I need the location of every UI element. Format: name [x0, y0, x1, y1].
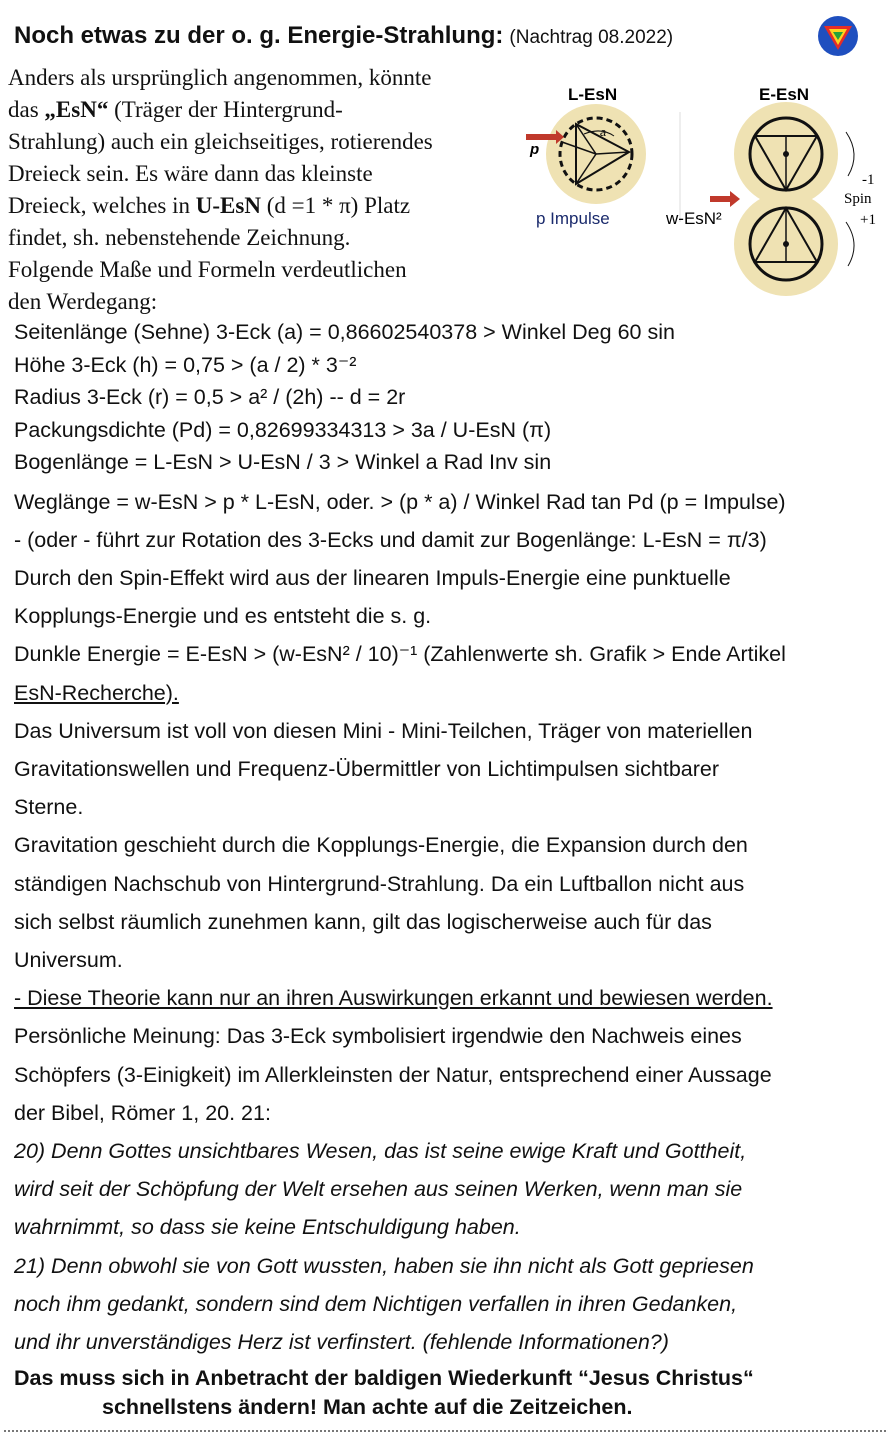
text-line: Schöpfers (3-Einigkeit) im Allerkleinsten der Natur, entsprechend einer Aussage: [14, 1062, 772, 1087]
impulse-label: p Impulse: [536, 209, 610, 228]
title-text: Noch etwas zu der o. g. Energie-Strahlung:: [14, 22, 504, 49]
l-esn-label: L-EsN: [568, 85, 618, 104]
formula-line: Seitenlänge (Sehne) 3-Eck (a) = 0,86602540378 > Winkel Deg 60 sin: [14, 320, 675, 344]
intro-line: [8, 94, 518, 126]
u-esn-term: U-EsN: [195, 193, 261, 218]
formula-line: Radius 3-Eck (r) = 0,5 > a² / (2h) -- d = 2r: [14, 385, 406, 409]
intro-line: Dreieck sein. Es wäre dann das kleinste: [8, 161, 373, 186]
spin-bracket-top: [846, 132, 854, 176]
intro-line: Folgende Maße und Formeln verdeutlichen: [8, 257, 407, 282]
text-line: EsN-Recherche).: [14, 680, 179, 705]
page-title: [14, 22, 673, 50]
quote-line: und ihr unverständiges Herz ist verfinstert. (fehlende Informationen?): [14, 1329, 669, 1354]
quote-line: noch ihm gedankt, sondern sind dem Nichtigen verfallen in ihren Gedanken,: [14, 1291, 738, 1316]
angle-label: a: [600, 127, 607, 139]
text-line: Sterne.: [14, 795, 84, 820]
spin-label: Spin: [844, 191, 872, 207]
closing-line: Das muss sich in Anbetracht der baldigen Wiederkunft “Jesus Christus“: [14, 1366, 754, 1390]
text-line: - (oder - führt zur Rotation des 3-Ecks und damit zur Bogenlänge: L-EsN = π/3): [14, 527, 767, 552]
intro-text: (d =1 * π) Platz: [260, 193, 411, 218]
formula-line: Höhe 3-Eck (h) = 0,75 > (a / 2) * 3⁻²: [14, 352, 357, 377]
quote-line: 21) Denn obwohl sie von Gott wussten, haben sie ihn nicht als Gott gepriesen: [14, 1253, 754, 1278]
intro-line: [8, 190, 518, 222]
intro-paragraph: [8, 62, 518, 318]
w-esn-label: w-EsN²: [666, 209, 722, 228]
text-line: Weglänge = w-EsN > p * L-EsN, oder. > (p * a) / Winkel Rad tan Pd (p = Impulse): [14, 489, 786, 514]
center-dot: [783, 241, 789, 247]
esn-term: „EsN“: [44, 97, 109, 122]
quote-line: wahrnimmt, so dass sie keine Entschuldigung haben.: [14, 1215, 521, 1240]
formula-line: Bogenlänge = L-EsN > U-EsN / 3 > Winkel a Rad Inv sin: [14, 450, 552, 474]
text-line: Persönliche Meinung: Das 3-Eck symbolisiert irgendwie den Nachweis eines: [14, 1024, 742, 1049]
spin-bracket-bottom: [846, 222, 854, 266]
closing-statement: [14, 1364, 886, 1422]
text-line: ständigen Nachschub von Hintergrund-Strahlung. Da ein Luftballon nicht aus: [14, 871, 745, 896]
esn-diagram: [526, 72, 886, 300]
intro-line: den Werdegang:: [8, 289, 158, 314]
intro-line: Anders als ursprünglich angenommen, könnte: [8, 65, 432, 90]
text-line: Dunkle Energie = E-EsN > (w-EsN² / 10)⁻¹ (Zahlenwerte sh. Grafik > Ende Artikel: [14, 642, 786, 667]
text-line: Universum.: [14, 947, 123, 972]
spin-top-value: -1: [862, 172, 875, 188]
text-line: der Bibel, Römer 1, 20. 21:: [14, 1100, 271, 1125]
intro-text: (Träger der Hintergrund-: [108, 97, 343, 122]
triangle-in-circle-logo: [816, 14, 860, 58]
center-dot: [783, 151, 789, 157]
formula-list: [14, 316, 886, 479]
closing-line: schnellstens ändern! Man achte auf die Zeitzeichen.: [102, 1395, 633, 1419]
dotted-divider: [4, 1430, 886, 1432]
text-line: sich selbst räumlich zunehmen kann, gilt das logischerweise auch für das: [14, 909, 712, 934]
intro-line: Strahlung) auch ein gleichseitiges, rotierendes: [8, 129, 433, 154]
quote-line: wird seit der Schöpfung der Welt ersehen aus seinen Werken, wenn man sie: [14, 1177, 743, 1202]
formula-line: Packungsdichte (Pd) = 0,82699334313 > 3a / U-EsN (π): [14, 417, 552, 442]
theory-line: - Diese Theorie kann nur an ihren Auswirkungen erkannt und bewiesen werden.: [14, 986, 773, 1011]
quote-line: 20) Denn Gottes unsichtbares Wesen, das ist seine ewige Kraft und Gottheit,: [14, 1138, 747, 1163]
body-text: [14, 316, 886, 1361]
title-note: (Nachtrag 08.2022): [509, 27, 674, 48]
intro-text: Dreieck, welches in: [8, 193, 196, 218]
spin-bottom-value: +1: [860, 212, 876, 228]
text-line: Das Universum ist voll von diesen Mini - Mini-Teilchen, Träger von materiellen: [14, 718, 753, 743]
text-line: Durch den Spin-Effekt wird aus der linearen Impuls-Energie eine punktuelle: [14, 565, 731, 590]
intro-text: das: [8, 97, 45, 122]
text-line: Gravitation geschieht durch die Kopplungs-Energie, die Expansion durch den: [14, 833, 748, 858]
w-esn-arrow-icon: [710, 191, 740, 207]
text-line: Kopplungs-Energie und es entsteht die s. g.: [14, 604, 432, 629]
e-esn-label: E-EsN: [759, 85, 810, 104]
intro-line: findet, sh. nebenstehende Zeichnung.: [8, 225, 351, 250]
text-line: Gravitationswellen und Frequenz-Übermittler von Lichtimpulsen sichtbarer: [14, 756, 720, 781]
arrow-label: p: [530, 141, 540, 158]
